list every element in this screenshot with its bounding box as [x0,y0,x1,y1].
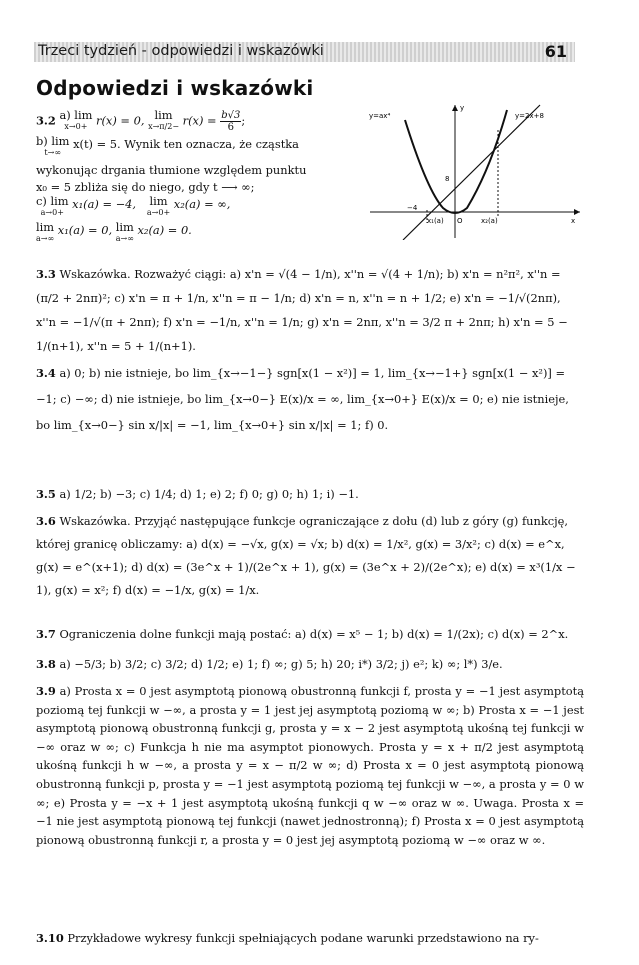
answer-text: a) Prosta x = 0 jest asymptotą pionową obustronną funkcji f, prosta y = −1 jest asymptotą poziomą tej funkcji w −∞, a prosta y = 1 jest jej asymptotą poziomą w ∞; b) Prosta x = −1 jest asymptotą pionową obustronną funkcji g, prosta y = x − 2 jest asymptotą ukośną tej funkcji w −∞ oraz w ∞; c) Funkcja h nie ma asymptot pionowych. Prosta y = x + π/2 jest asymptotą ukośną funkcji h w −∞, a prosta y = x − π/2 w ∞; d) Prosta x = 0 jest asymptotą pionową obustronną funkcji p, prosta y = −1 jest asymptotą poziomą tej funkcji w −∞, a prosta y = 0 w ∞; e) Prosta y = −x + 1 jest asymptotą ukośną funkcji q w −∞ oraz w ∞. Uwaga. Prosta x = −1 nie jest asymptotą pionową tej funkcji (nawet jednostronną); f) Prosta x = 0 jest asymptotą pionową obustronną funkcji r, a prosta y = 0 jest jej asymptotą poziomą w −∞ oraz w ∞. [36,684,584,847]
y-axis-label: y [460,104,465,112]
answer-text: Przykładowe wykresy funkcji spełniających podane warunki przedstawiono na ry- [67,931,539,945]
math: x₁(a) = 0, [57,222,113,237]
answer-text: Ograniczenia dolne funkcji mają postać: a) d(x) = x⁵ − 1; b) d(x) = 1/(2x); c) d(x) = 2^x. [59,627,569,641]
math: lim [36,219,55,234]
curve-label: y=ax⁴ [369,112,391,120]
math: x₁(a) = −4, [72,196,137,211]
math-sub: a→∞ [36,233,55,243]
answer-id: 3.2 [36,113,56,128]
text: x₀ = 5 zbliża się do niego, gdy t ⟶ ∞; [36,179,255,194]
math: c) lim [36,193,69,208]
answer-text: a) 0; b) nie istnieje, bo lim_{x→−1−} sgn[x(1 − x²)] = 1, lim_{x→−1+} sgn[x(1 − x²)] = −1; c) −∞; d) nie istnieje, bo lim_{x→0−} E(x)/x = ∞, lim_{x→0+} E(x)/x = 0; e) nie istnieje, bo lim_{x→0−} sin x/|x| = −1, lim_{x→0+} sin x/|x| = 1; f) 0. [36,366,569,432]
answer-3-4 [36,360,584,438]
math-sub: a→0+ [40,207,64,217]
running-title: Trzeci tydzień - odpowiedzi i wskazówki [38,43,324,59]
math: lim [149,193,168,208]
line-label: y=2x+8 [515,112,544,120]
math: x₂(a) = 0. [137,222,192,237]
answer-id: 3.3 [36,267,56,281]
answer-id: 3.7 [36,627,56,641]
label-8: 8 [445,175,450,183]
label-x2: x₂(a) [481,217,498,225]
text: wykonując drgania tłumione względem punktu [36,163,307,177]
answer-text: Wskazówka. Rozważyć ciągi: a) x'n = √(4 − 1/n), x''n = √(4 + 1/n); b) x'n = n²π², x''n = (π/2 + 2nπ)²; c) x'n = π + 1/n, x''n = π − 1/n; d) x'n = n, x''n = n + 1/2; e) x'n = −1/√(2nπ), x''n = −1/√(π + 2nπ); f) x'n = −1/n, x''n = 1/n; g) x'n = 2nπ, x''n = 3/2 π + 2nπ; h) x'n = 5 − 1/(n+1), x''n = 5 + 1/(n+1). [36,267,568,353]
answer-3-9 [36,682,584,849]
answer-id: 3.6 [36,514,56,528]
answer-3-8 [36,656,584,673]
page-number: 61 [544,42,567,61]
math: lim [154,108,173,122]
text: x(t) = 5. Wynik ten oznacza, że cząstka [73,137,299,151]
figure-graph [365,100,585,240]
answer-id: 3.10 [36,931,64,945]
section-title: Odpowiedzi i wskazówki [36,76,314,100]
answer-text: Wskazówka. Przyjąć następujące funkcje ograniczające z dołu (d) lub z góry (g) funkcję, której granicę obliczamy: a) d(x) = −√x, g(x) = √x; b) d(x) = 1/x², g(x) = 3/x²; c) d(x) = e^x, g(x) = e^(x+1); d) d(x) = (3e^x + 1)/(2e^x + 1), g(x) = (3e^x + 2)/(2e^x); e) d(x) = x³(1/x − 1), g(x) = x²; f) d(x) = −1/x, g(x) = 1/x. [36,514,576,597]
math: r(x) = 0, [96,113,145,128]
math-sub: a→0+ [146,207,171,217]
answer-id: 3.9 [36,684,56,698]
answer-id: 3.8 [36,657,56,671]
answer-3-6 [36,510,584,602]
label-x1: x₁(a) [427,217,444,225]
answer-3-5 [36,486,584,503]
answer-3-3 [36,262,584,358]
graph-svg [365,100,585,240]
answer-text: a) 1/2; b) −3; c) 1/4; d) 1; e) 2; f) 0; g) 0; h) 1; i) −1. [59,487,359,501]
x-axis-label: x [571,217,576,225]
math-sub: a→∞ [115,233,134,243]
math: b) lim [36,134,70,148]
den: 6 [227,122,234,133]
math-sub: x→0+ [64,122,88,131]
label-origin: O [457,217,463,225]
answer-3-2 [36,110,346,244]
answer-3-7 [36,626,584,643]
label-minus-4: −4 [407,204,418,212]
answer-text: a) −5/3; b) 3/2; c) 3/2; d) 1/2; e) 1; f) ∞; g) 5; h) 20; i*) 3/2; j) e²; k) ∞; l*) 3/e. [59,657,503,671]
fraction [220,110,241,133]
answer-3-10 [36,930,584,947]
math-sub: t→∞ [44,148,62,157]
math: r(x) = [182,113,217,128]
math: lim [115,219,134,234]
num: b√3 [221,110,241,121]
math: a) lim [59,108,93,122]
answer-id: 3.4 [36,366,56,380]
math-sub: x→π/2− [148,122,180,131]
running-header [34,42,575,62]
answer-id: 3.5 [36,487,56,501]
math: ; [241,113,246,128]
math: x₂(a) = ∞, [173,196,231,211]
